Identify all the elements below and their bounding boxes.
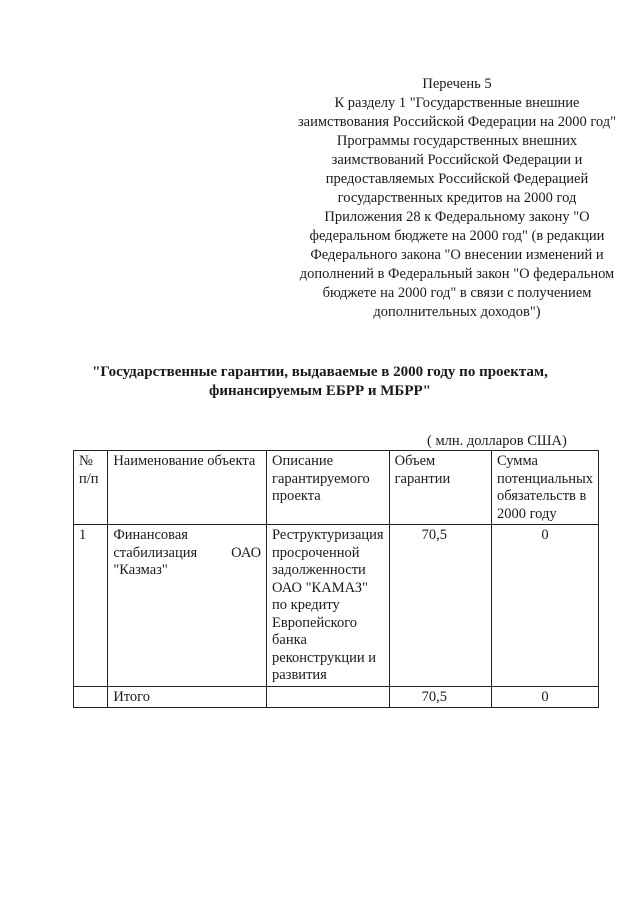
document-title: "Государственные гарантии, выдаваемые в 2000 году по проектам, финансируемым ЕБРР и МБРР" [92,364,548,399]
header-program-reference: Программы государственных внешних заимствований Российской Федерации и предоставляемых Российской Федерацией государственных кредитов на 2000 год [325,133,589,206]
total-volume: 70,5 [389,686,491,708]
row-name: Финансовая стабилизация ОАО "Казмаз" [108,525,267,687]
table-row [74,525,599,687]
total-label: Итого [108,686,267,708]
header-volume: Объем гарантии [389,451,491,525]
header-list-number: Перечень 5 [422,76,492,92]
total-sum: 0 [491,686,598,708]
total-desc [267,686,390,708]
header-section-reference: К разделу 1 "Государственные внешние заимствования Российской Федерации на 2000 год" [297,95,617,130]
units-note: ( млн. долларов США) [427,433,567,449]
row-volume: 70,5 [389,525,491,687]
header-appendix-reference: Приложения 28 к Федеральному закону "О федеральном бюджете на 2000 год" (в редакции Федерального закона "О внесении изменений и дополнений в Федеральный закон "О федеральном бюджете на 2000 год" в связи с получением дополнительных доходов") [299,209,615,320]
header-sum: Сумма потенциальных обязательств в 2000 году [491,451,598,525]
row-desc: Реструктуризация просроченной задолженности ОАО "КАМАЗ" по кредиту Европейского банка реконструкции и развития [267,525,390,687]
guarantees-table [73,450,599,708]
row-sum: 0 [491,525,598,687]
row-num: 1 [74,525,108,687]
table-header-row [74,451,599,525]
header-num: № п/п [74,451,108,525]
document-header [292,75,622,322]
table-total-row [74,686,599,708]
header-name: Наименование объекта [108,451,267,525]
total-num [74,686,108,708]
header-desc: Описание гарантируемого проекта [267,451,390,525]
